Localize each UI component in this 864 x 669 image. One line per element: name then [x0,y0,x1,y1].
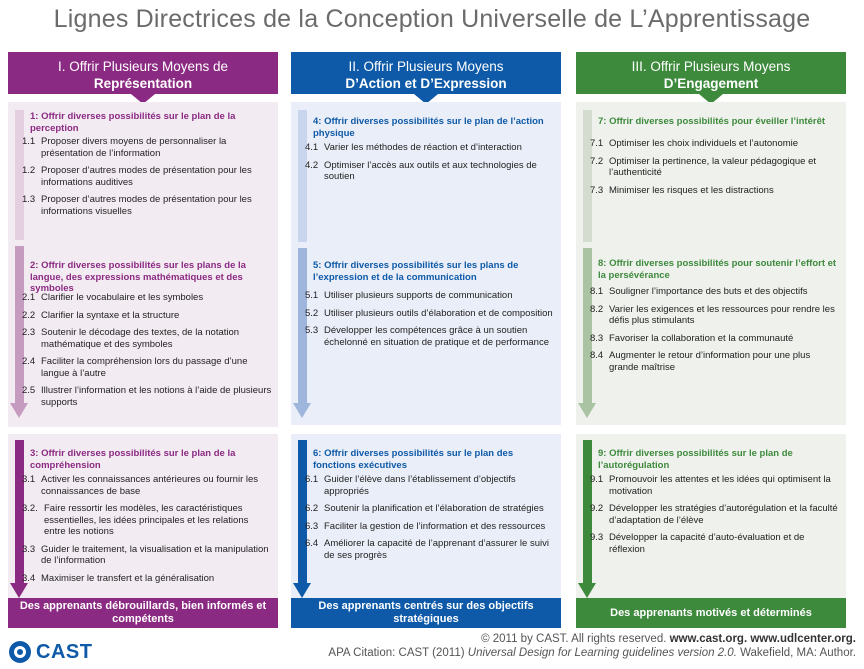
checkpoint-list [590,474,840,561]
checkpoint-list [305,290,555,354]
checkpoint-list [22,136,272,223]
checkpoint-item: 2.2 Clarifier la syntaxe et la structure [22,309,180,321]
footer-outcome-action: Des apprenants centrés sur des objectifs stratégiques [291,598,561,628]
checkpoint-item: 3.3 Guider le traitement, la visualisation et la manipulation de l’information [22,543,269,566]
checkpoint-item: 2.3 Soutenir le décodage des textes, de la notation mathématique et des symboles [22,327,240,350]
checkpoint-item: 8.3 Favoriser la collaboration et la communauté [590,332,794,344]
website-links: www.cast.org. www.udlcenter.org. [669,633,856,645]
checkpoint-list [22,292,272,414]
checkpoint-item: 3.4 Maximiser le transfert et la généralisation [22,572,215,584]
checkpoint-item: 3.2. Faire ressortir les modèles, les caractéristiques essentielles, les idées principales et les relations entre les notions [22,503,249,537]
header-line1: III. Offrir Plusieurs Moyens [631,59,791,74]
checkpoint-item: 6.4 Améliorer la capacité de l’apprenant d’assurer le suivi de ses progrès [305,538,549,561]
copyright-text: © 2011 by CAST. All rights reserved. [481,633,670,645]
checkpoint-list [22,474,272,590]
guideline-title: 3: Offrir diverses possibilités sur le plan de la compréhension [30,448,236,471]
guideline-box-9 [576,434,846,600]
guideline-title: 5: Offrir diverses possibilités sur les plans de l’expression et de la communication [313,260,519,283]
cast-logo-icon [8,640,32,664]
header-line1: II. Offrir Plusieurs Moyens [348,59,504,74]
page-title: Lignes Directrices de la Conception Universelle de L’Apprentissage [53,5,811,33]
checkpoint-item: 6.3 Faciliter la gestion de l’information et des ressources [305,520,546,532]
checkpoint-list [305,142,555,189]
checkpoint-item: 9.2 Développer les stratégies d’autorégulation et la faculté d’adaptation de l’élève [590,503,838,526]
column-action-expression [291,52,561,561]
guideline-title: 8: Offrir diverses possibilités pour soutenir l’effort et la persévérance [598,258,837,281]
cast-logo [8,640,92,664]
checkpoint-item: 9.3 Développer la capacité d’auto-évaluation et de réflexion [590,532,805,555]
guideline-box-5 [291,242,561,425]
footer-outcome-engagement: Des apprenants motivés et déterminés [576,598,846,628]
guideline-box-8 [576,242,846,425]
citation-prefix: APA Citation: CAST (2011) [328,647,468,659]
checkpoint-item: 7.1 Optimiser les choix individuels et l’autonomie [590,138,799,149]
guideline-box-3 [8,434,278,600]
column-header [8,52,278,94]
guideline-title: 1: Offrir diverses possibilités sur le plan de la perception [30,111,236,134]
header-line1: I. Offrir Plusieurs Moyens de [57,59,229,74]
guideline-title: 6: Offrir diverses possibilités sur le plan des fonctions exécutives [313,448,514,471]
column-engagement [576,52,846,555]
guideline-box-2 [8,240,278,427]
checkpoint-item: 3.1 Activer les connaissances antérieures ou fournir les connaissances de base [22,474,259,497]
header-line2: D’Action et D’Expression [345,76,507,91]
checkpoint-item: 2.4 Faciliter la compréhension lors du passage d’une langue à l’autre [22,356,248,379]
checkpoint-item: 6.1 Guider l’élève dans l’établissement d’objectifs appropriés [305,474,516,497]
guideline-title: 4: Offrir diverses possibilités sur le plan de l’action physique [313,116,544,139]
guideline-box-6 [291,434,561,600]
footer-outcome-representation: Des apprenants débrouillards, bien informés et compétents [8,598,278,628]
checkpoint-item: 8.2 Varier les exigences et les ressources pour rendre les défis plus stimulants [590,303,835,326]
cast-logo-text: CAST [36,640,93,663]
header-line2: D’Engagement [663,76,759,91]
checkpoint-item: 6.2 Soutenir la planification et l’élaboration de stratégies [305,503,544,514]
checkpoint-item: 5.2 Utiliser plusieurs outils d’élaboration et de composition [305,307,553,319]
column-header [291,52,561,94]
checkpoint-list [590,138,840,202]
checkpoint-item: 2.1 Clarifier le vocabulaire et les symboles [22,292,204,303]
checkpoint-item: 7.3 Minimiser les risques et les distractions [590,184,774,196]
checkpoint-item: 1.3 Proposer d’autres modes de présentation pour les informations visuelles [22,194,252,217]
checkpoint-item: 1.2 Proposer d’autres modes de présentation pour les informations auditives [22,165,252,188]
checkpoint-item: 4.1 Varier les méthodes de réaction et d’interaction [305,142,522,153]
copyright [328,632,856,660]
checkpoint-item: 8.4 Augmenter le retour d’information pour une plus grande maîtrise [590,350,811,373]
header-line2: Représentation [93,76,193,91]
citation-title: Universal Design for Learning guidelines version 2.0. [467,647,737,659]
checkpoint-item: 7.2 Optimiser la pertinence, la valeur pédagogique et l’authenticité [590,155,817,178]
checkpoint-list [305,474,555,567]
checkpoint-item: 1.1 Proposer divers moyens de personnaliser la présentation de l’information [22,136,227,159]
checkpoint-item: 8.1 Souligner l’importance des buts et des objectifs [590,286,808,297]
checkpoint-item: 5.1 Utiliser plusieurs supports de communication [305,290,513,301]
citation-suffix: Wakefield, MA: Author. [736,647,856,659]
column-header [576,52,846,94]
guideline-title: 2: Offrir diverses possibilités sur les plans de la langue, des expressions mathématiques et des symboles [30,260,246,294]
column-representation [8,52,278,584]
checkpoint-item: 9.1 Promouvoir les attentes et les idées qui optimisent la motivation [590,474,831,497]
guideline-title: 7: Offrir diverses possibilités pour éveiller l’intérêt [598,116,826,127]
checkpoint-item: 5.3 Développer les compétences grâce à un soutien échelonné en situation de pratique et de performance [305,325,549,348]
checkpoint-item: 4.2 Optimiser l’accès aux outils et aux technologies de soutien [305,159,537,182]
guideline-title: 9: Offrir diverses possibilités sur le plan de l’autorégulation [598,448,793,471]
checkpoint-list [590,286,840,379]
checkpoint-item: 2.5 Illustrer l’information et les notions à l’aide de plusieurs supports [22,385,272,408]
